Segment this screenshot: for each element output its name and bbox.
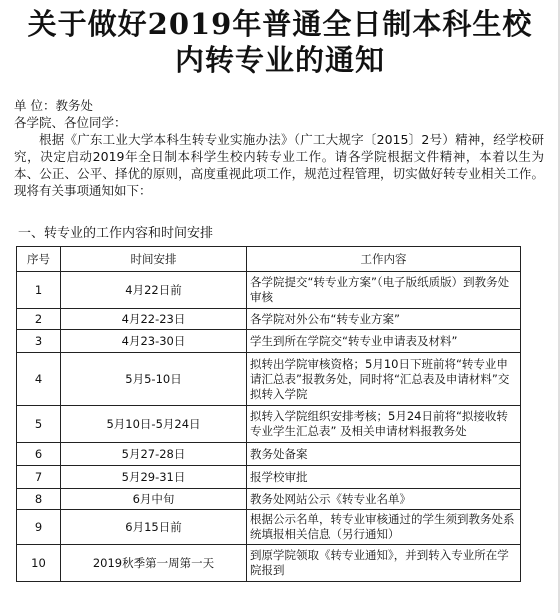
- row-content: 学生到所在学院交“转专业申请表及材料”: [247, 330, 521, 353]
- table-header-row: [17, 247, 521, 272]
- table-row: [17, 309, 521, 330]
- row-no: 5: [17, 406, 61, 443]
- schedule-table: [16, 246, 521, 582]
- row-no: 2: [17, 309, 61, 330]
- row-content: 根据公示名单，转专业审核通过的学生须到教务处系统填报相关信息（另行通知）: [247, 510, 521, 545]
- row-time: 5月10日-5月24日: [61, 406, 247, 443]
- row-content: 报学校审批: [247, 466, 521, 489]
- table-row: [17, 353, 521, 406]
- row-content: 教务处备案: [247, 443, 521, 466]
- notice-title-line-2: 内转专业的通知: [174, 43, 385, 77]
- notice-title-line-1: 关于做好2019年普通全日制本科生校: [27, 7, 533, 41]
- row-no: 8: [17, 489, 61, 510]
- row-time: 4月22-23日: [61, 309, 247, 330]
- table-row: [17, 330, 521, 353]
- issuing-unit: 单 位：教务处: [14, 98, 93, 113]
- header-no: 序号: [17, 247, 61, 272]
- row-time: 5月29-31日: [61, 466, 247, 489]
- row-content: 到原学院领取《转专业通知》，并到转入专业所在学院报到: [247, 545, 521, 582]
- table-row: [17, 443, 521, 466]
- table-row: [17, 466, 521, 489]
- row-no: 10: [17, 545, 61, 582]
- row-content: 拟转出学院审核资格；5月10日下班前将“转专业申请汇总表”报教务处，同时将“汇总表及申请材料”交拟转入学院: [247, 353, 521, 406]
- row-no: 7: [17, 466, 61, 489]
- row-content: 各学院提交“转专业方案”（电子版纸质版）到教务处审核: [247, 272, 521, 309]
- section-heading-1: 一、转专业的工作内容和时间安排: [18, 226, 214, 241]
- header-content: 工作内容: [247, 247, 521, 272]
- table-row: [17, 510, 521, 545]
- row-time: 4月23-30日: [61, 330, 247, 353]
- row-no: 9: [17, 510, 61, 545]
- row-time: 2019秋季第一周第一天: [61, 545, 247, 582]
- table-row: [17, 545, 521, 582]
- header-time: 时间安排: [61, 247, 247, 272]
- body-paragraph: 根据《广东工业大学本科生转专业实施办法》（广工大规字〔2015〕2号）精神，经学校研究，决定启动2019年全日制本科学生校内转专业工作。请各学院根据文件精神，本着以生为本、公正、公平、择优的原则，高度重视此项工作，规范过程管理，切实做好转专业相关工作。现将有关事项通知如下：: [14, 132, 544, 198]
- row-content: 各学院对外公布“转专业方案”: [247, 309, 521, 330]
- table-row: [17, 272, 521, 309]
- row-no: 3: [17, 330, 61, 353]
- table-row: [17, 406, 521, 443]
- row-no: 1: [17, 272, 61, 309]
- row-time: 6月中旬: [61, 489, 247, 510]
- row-content: 拟转入学院组织安排考核；5月24日前将“拟接收转专业学生汇总表” 及相关申请材料报教务处: [247, 406, 521, 443]
- row-time: 5月5-10日: [61, 353, 247, 406]
- table-row: [17, 489, 521, 510]
- notice-title: [0, 6, 560, 78]
- row-time: 5月27-28日: [61, 443, 247, 466]
- row-content: 教务处网站公示《转专业名单》: [247, 489, 521, 510]
- greeting: 各学院、各位同学：: [14, 115, 127, 130]
- row-time: 6月15日前: [61, 510, 247, 545]
- row-no: 6: [17, 443, 61, 466]
- row-no: 4: [17, 353, 61, 406]
- row-time: 4月22日前: [61, 272, 247, 309]
